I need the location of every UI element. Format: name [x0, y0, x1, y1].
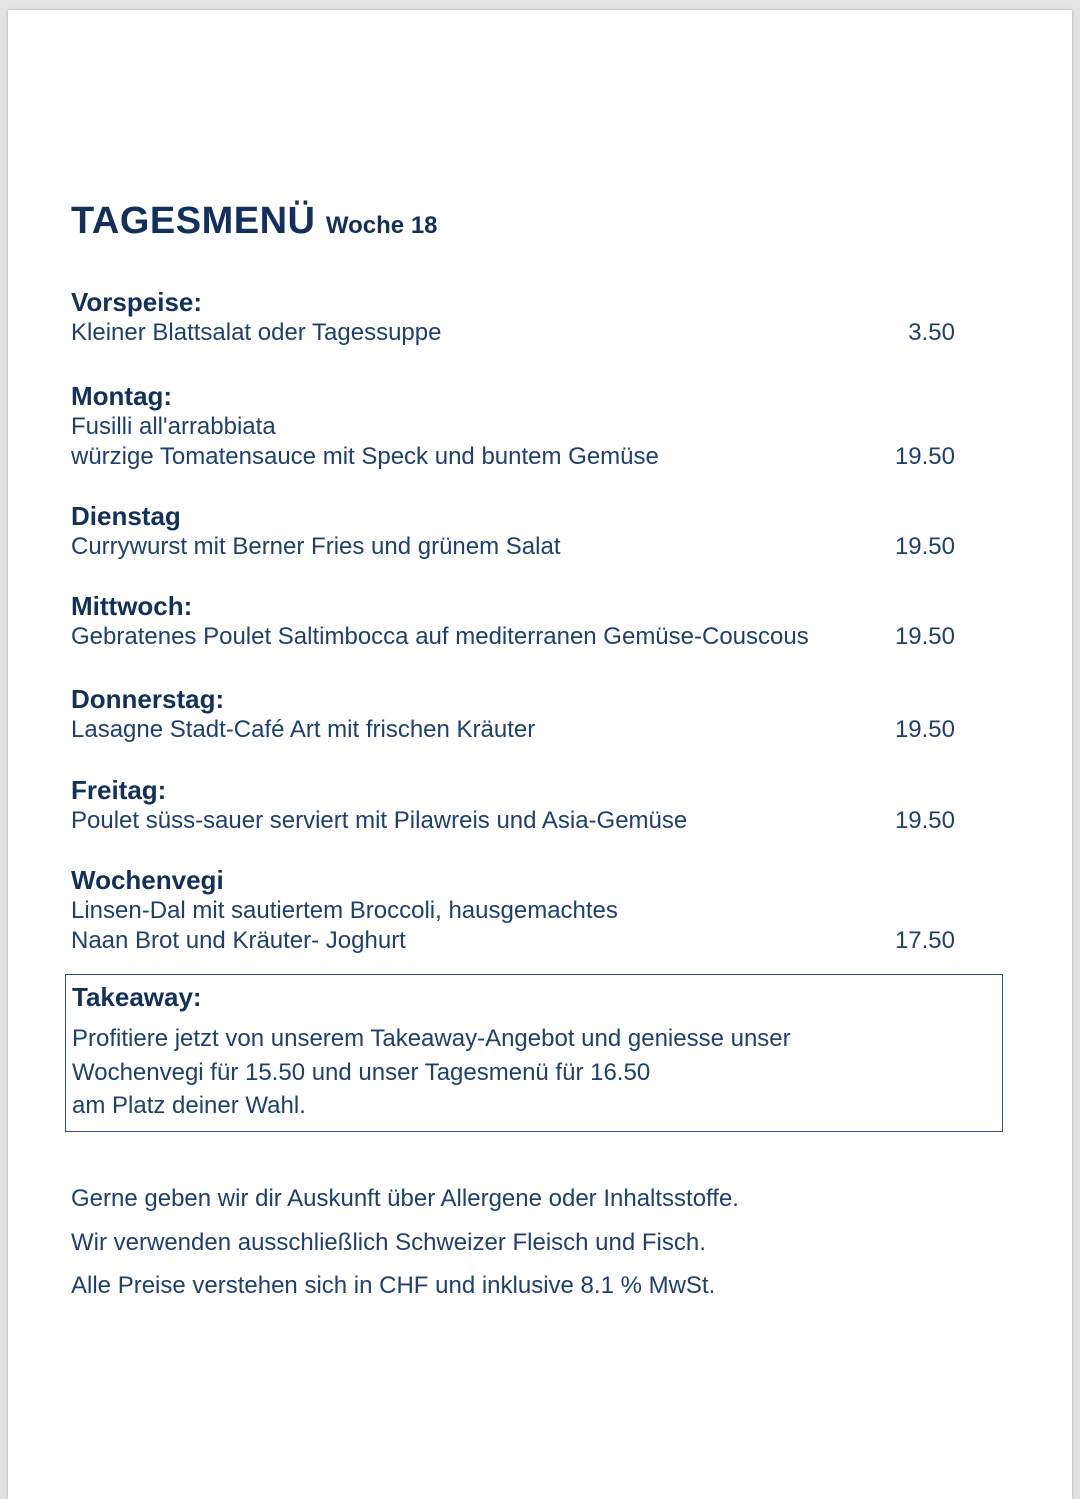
dish-line: Linsen-Dal mit sautiertem Broccoli, hausgemachtes: [71, 897, 618, 924]
dish-row: [71, 896, 961, 956]
dish-line: Naan Brot und Kräuter- Joghurt: [71, 927, 406, 954]
section-heading: Montag:: [71, 381, 173, 411]
section-heading: Freitag:: [71, 775, 167, 805]
section-montag: [71, 380, 961, 472]
dish-line: Fusilli all'arrabbiata: [71, 413, 276, 440]
dish-price: 19.50: [894, 533, 955, 560]
section-heading: Dienstag: [71, 501, 181, 531]
dish-price: 3.50: [908, 319, 955, 346]
menu-page: [8, 10, 1072, 1499]
section-vorspeise: [71, 286, 961, 348]
takeaway-heading: Takeaway:: [72, 982, 202, 1012]
takeaway-line: Wochenvegi für 15.50 und unser Tagesmenü für 16.50: [72, 1058, 651, 1086]
dish-price: 19.50: [894, 623, 955, 650]
dish-line: Lasagne Stadt-Café Art mit frischen Kräuter: [71, 716, 536, 743]
dish-price: 19.50: [894, 807, 955, 834]
dish-line: Poulet süss-sauer serviert mit Pilawreis und Asia-Gemüse: [71, 807, 688, 834]
dish-row: [71, 532, 961, 562]
section-heading: Wochenvegi: [71, 865, 224, 895]
menu-title: TAGESMENÜ: [71, 200, 316, 242]
dish-line: würzige Tomatensauce mit Speck und buntem Gemüse: [71, 443, 659, 470]
section-wochenvegi: [71, 864, 961, 956]
section-mittwoch: [71, 590, 961, 652]
week-label: Woche 18: [325, 212, 438, 239]
takeaway-line: Profitiere jetzt von unserem Takeaway-Angebot und geniesse unser: [72, 1025, 791, 1052]
takeaway-line: am Platz deiner Wahl.: [72, 1092, 306, 1119]
dish-row: [71, 412, 961, 472]
footer-line: Gerne geben wir dir Auskunft über Allergene oder Inhaltsstoffe.: [71, 1185, 739, 1212]
section-freitag: [71, 774, 961, 836]
section-heading: Mittwoch:: [71, 591, 193, 621]
dish-line: Kleiner Blattsalat oder Tagessuppe: [71, 319, 442, 346]
dish-row: [71, 622, 961, 652]
takeaway-body: [72, 1022, 791, 1123]
section-dienstag: [71, 500, 961, 562]
dish-row: [71, 715, 961, 745]
takeaway-box: [65, 974, 1003, 1132]
footer-line: Alle Preise verstehen sich in CHF und inklusive 8.1 % MwSt.: [71, 1272, 716, 1299]
footer-line: Wir verwenden ausschließlich Schweizer Fleisch und Fisch.: [71, 1228, 706, 1256]
dish-line: Gebratenes Poulet Saltimbocca auf mediterranen Gemüse-Couscous: [71, 623, 809, 650]
dish-price: 19.50: [894, 443, 955, 470]
dish-price: 17.50: [894, 927, 955, 954]
section-heading: Donnerstag:: [71, 684, 225, 714]
dish-price: 19.50: [894, 716, 955, 743]
section-heading: Vorspeise:: [71, 287, 203, 317]
dish-row: [71, 806, 961, 836]
dish-line: Currywurst mit Berner Fries und grünem Salat: [71, 533, 561, 560]
dish-row: [71, 318, 961, 348]
section-donnerstag: [71, 683, 961, 745]
title-row: [71, 200, 438, 243]
footer-notes: [71, 1177, 739, 1308]
